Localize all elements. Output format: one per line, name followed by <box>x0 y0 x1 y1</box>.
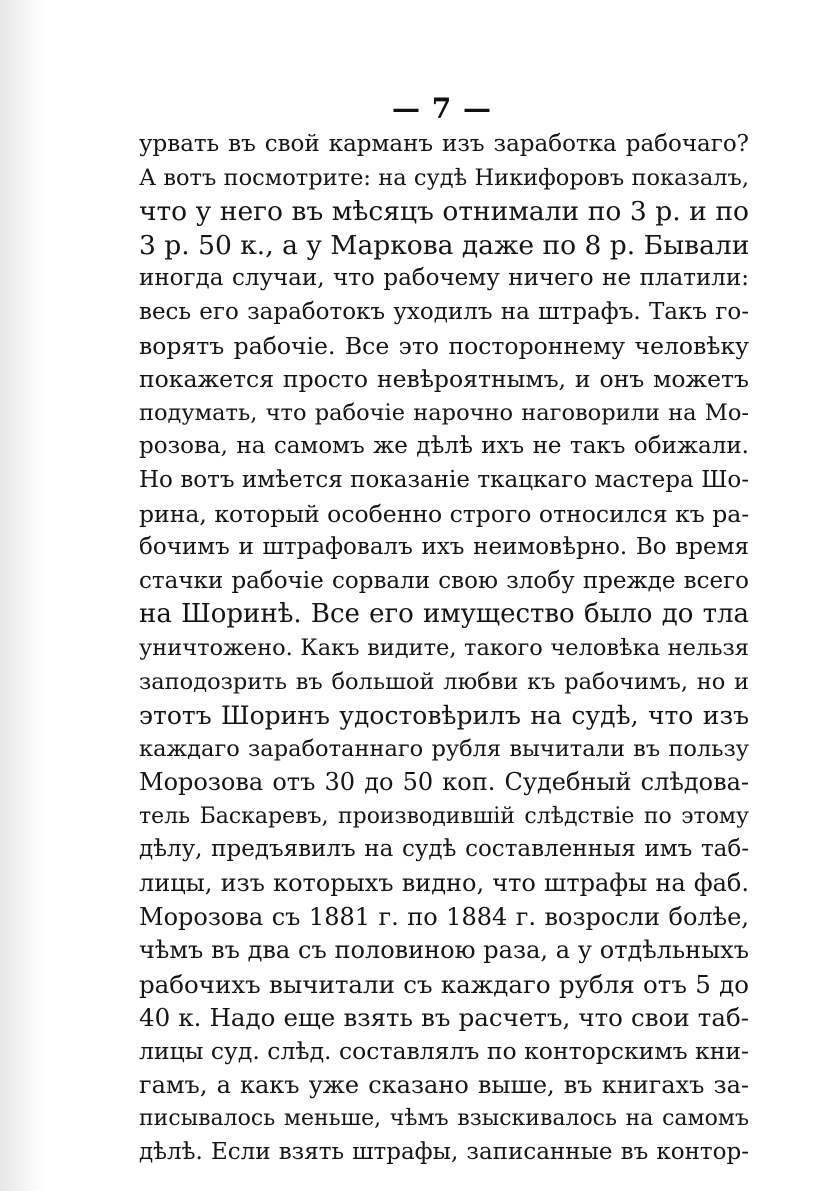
text-line: урвать въ свой карманъ изъ заработка рабочаго? <box>139 131 749 157</box>
text-line: покажется просто невѣроятнымъ, и онъ можетъ <box>139 365 749 394</box>
page-number: — 7 — <box>392 92 492 125</box>
text-line: стачки рабочіе сорвали свою злобу прежде всего <box>139 567 749 594</box>
text-line: Морозова отъ 30 до 50 коп. Судебный слѣдова- <box>139 768 749 797</box>
text-line: бочимъ и штрафовалъ ихъ неимовѣрно. Во время <box>139 534 749 561</box>
text-line: чѣмъ въ два съ половиною раза, а у отдѣльныхъ <box>139 936 749 965</box>
text-line: заподозрить въ большой любви къ рабочимъ, но и <box>139 668 749 695</box>
text-line: каждаго заработаннаго рубля вычитали въ пользу <box>139 735 749 762</box>
text-line: подумать, что рабочіе нарочно наговорили на Мо- <box>139 399 749 426</box>
text-line: 40 к. Надо еще взять въ расчетъ, что свои таб- <box>139 1003 749 1033</box>
text-line: розова, на самомъ же дѣлѣ ихъ не такъ обижали. <box>139 433 749 460</box>
text-line: гамъ, а какъ уже сказано выше, въ книгахъ за- <box>139 1070 749 1099</box>
text-line: лицы, изъ которыхъ видно, что штрафы на фаб. <box>139 869 749 898</box>
text-line: дѣлѣ. Если взять штрафы, записанные въ контор- <box>139 1138 749 1165</box>
text-line: тель Баскаревъ, производившій слѣдствіе по этому <box>139 803 749 829</box>
text-line: А вотъ посмотрите: на судѣ Никифоровъ показалъ, <box>139 164 749 191</box>
text-line: уничтожено. Какъ видите, такого человѣка нельзя <box>139 634 749 661</box>
text-line: дѣлу, предъявилъ на судѣ составленныя имъ таб- <box>139 836 749 863</box>
text-line: весь его заработокъ уходилъ на штрафъ. Такъ го- <box>139 298 749 325</box>
text-line: писывалось меньше, чѣмъ взыскивалось на самомъ <box>139 1106 749 1132</box>
text-line: Но вотъ имѣется показаніе ткацкаго мастера Шо- <box>139 466 749 493</box>
text-line: 3 р. 50 к., а у Маркова даже по 8 р. Бывали <box>139 229 749 261</box>
text-line: иногда случаи, что рабочему ничего не платили: <box>139 265 749 292</box>
body-text <box>139 128 749 1169</box>
page-edge-shadow <box>0 0 44 1191</box>
text-line: на Шоринѣ. Все его имущество было до тла <box>139 599 749 630</box>
text-line: рина, который особенно строго относился къ ра- <box>139 499 749 528</box>
text-line: лицы суд. слѣд. составлялъ по конторскимъ кни- <box>139 1037 749 1066</box>
text-line: Морозова съ 1881 г. по 1884 г. возросли болѣе, <box>139 902 749 931</box>
text-line: этотъ Шоринъ удостовѣрилъ на судѣ, что изъ <box>139 701 749 731</box>
text-line: что у него въ мѣсяцъ отнимали по 3 р. и по <box>139 196 749 228</box>
text-line: рабочихъ вычитали съ каждаго рубля отъ 5 до <box>139 969 749 999</box>
text-line: ворятъ рабочіе. Все это постороннему человѣку <box>139 331 749 360</box>
